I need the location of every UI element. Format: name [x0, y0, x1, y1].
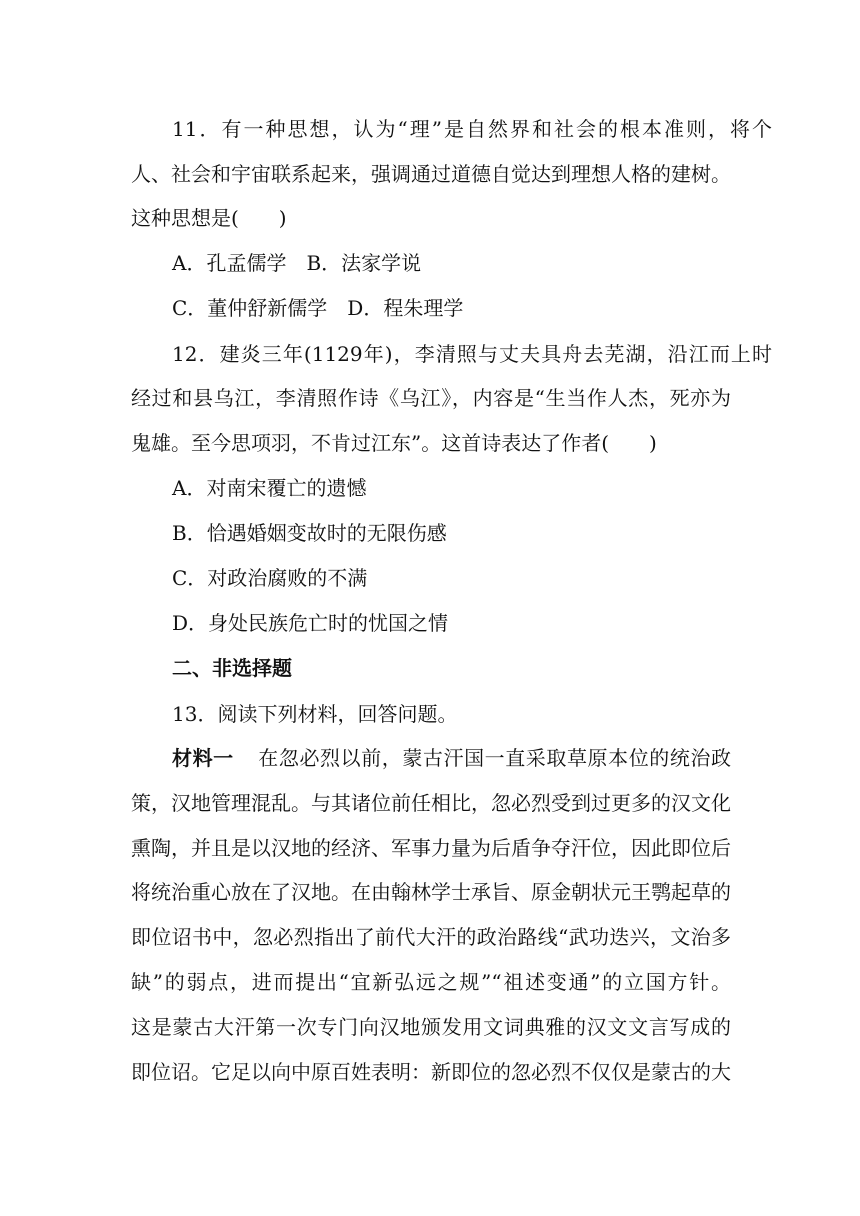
- q13-material-line-6: 缺”的弱点，进而提出“宜新弘远之规”“祖述变通”的立国方针。: [131, 970, 731, 994]
- q12-option-b: B．恰遇婚姻变故时的无限伤感: [172, 521, 447, 545]
- q13-material-line-4: 将统治重心放在了汉地。在由翰林学士承旨、原金朝状元王鹗起草的: [131, 880, 731, 904]
- q13-material-line-5: 即位诏书中，忽必烈指出了前代大汗的政治路线“武功迭兴，文治多: [131, 925, 731, 949]
- q12-stem-line-3: 鬼雄。至今思项羽，不肯过江东”。这首诗表达了作者( ): [131, 431, 657, 455]
- q13-material-line-1: [172, 746, 731, 770]
- q12-stem-line-1: 12．建炎三年(1129年)，李清照与丈夫具舟去芜湖，沿江而上时: [172, 342, 772, 366]
- q11-stem-line-1: 11．有一种思想，认为“理”是自然界和社会的根本准则，将个: [172, 117, 772, 141]
- q12-option-c: C．对政治腐败的不满: [172, 566, 368, 590]
- material-first-text: 在忽必烈以前，蒙古汗国一直采取草原本位的统治政: [257, 746, 732, 770]
- q13-material-line-3: 熏陶，并且是以汉地的经济、军事力量为后盾争夺汗位，因此即位后: [131, 836, 731, 860]
- q12-option-d: D．身处民族危亡时的忧国之情: [172, 611, 449, 635]
- q13-material-line-8: 即位诏。它足以向中原百姓表明：新即位的忽必烈不仅仅是蒙古的大: [131, 1060, 731, 1084]
- q13-intro: 13．阅读下列材料，回答问题。: [172, 702, 458, 726]
- q13-material-line-2: 策，汉地管理混乱。与其诸位前任相比，忽必烈受到过更多的汉文化: [131, 791, 731, 815]
- q11-options-ab: A．孔孟儒学 B．法家学说: [172, 251, 422, 275]
- q11-options-cd: C．董仲舒新儒学 D．程朱理学: [172, 296, 464, 320]
- q13-material-line-7: 这是蒙古大汗第一次专门向汉地颁发用文词典雅的汉文文言写成的: [131, 1015, 731, 1039]
- section-title: 二、非选择题: [172, 656, 292, 680]
- q12-option-a: A．对南宋覆亡的遗憾: [172, 476, 367, 500]
- material-label: 材料一: [172, 746, 234, 770]
- q11-stem-line-2: 人、社会和宇宙联系起来，强调通过道德自觉达到理想人格的建树。: [131, 162, 731, 186]
- q11-stem-line-3: 这种思想是( ): [131, 206, 287, 230]
- q12-stem-line-2: 经过和县乌江，李清照作诗《乌江》，内容是“生当作人杰，死亦为: [131, 386, 731, 410]
